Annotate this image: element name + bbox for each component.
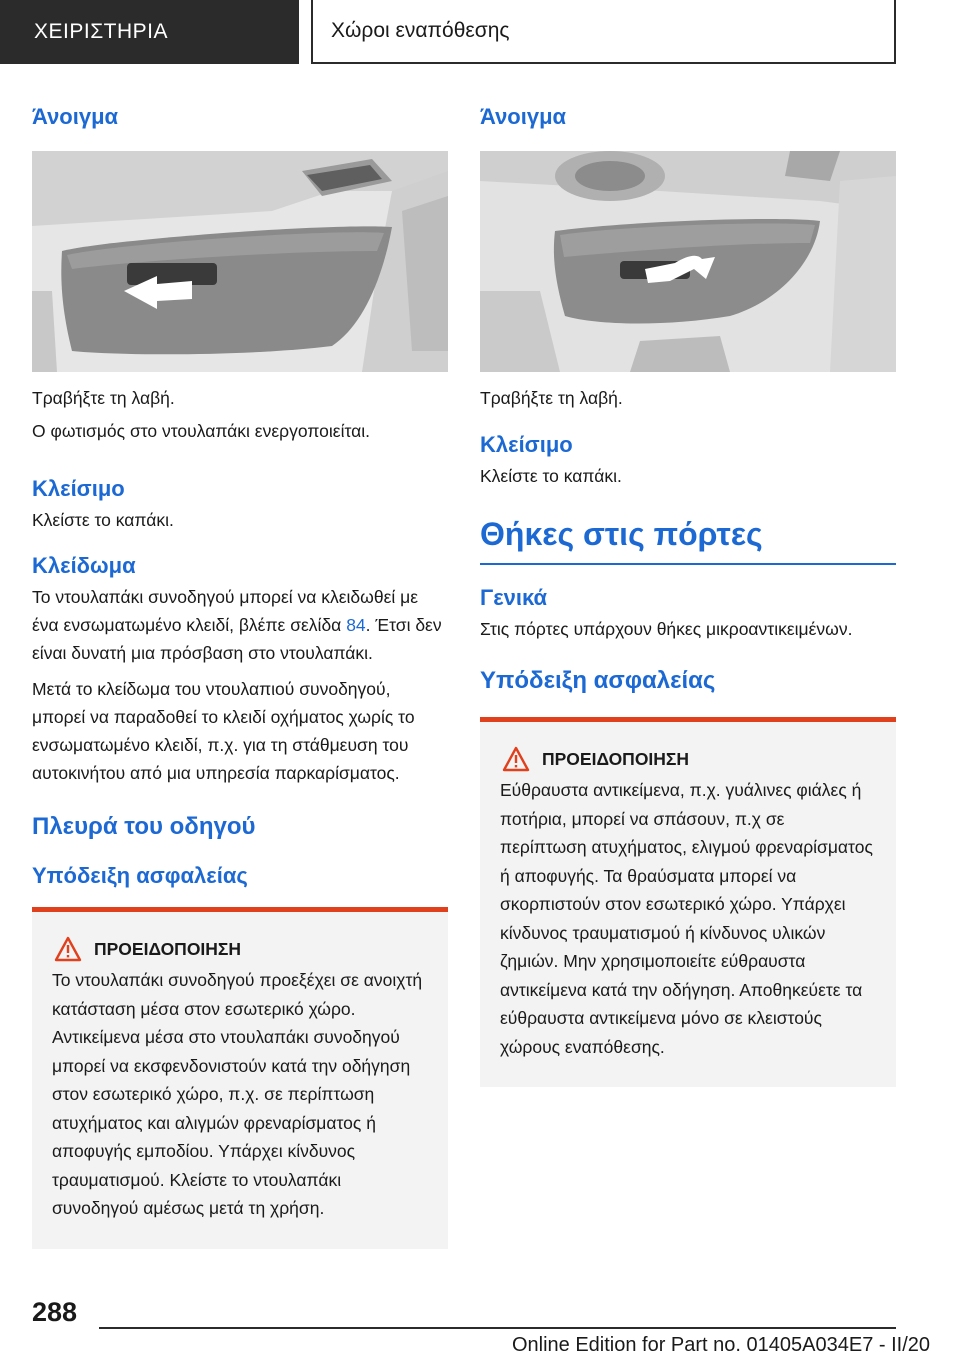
lock-text-b: . Έτσι δεν είναι δυνατή μια πρόσβαση στο ντουλαπάκι. bbox=[32, 615, 442, 663]
heading-door-pockets: Θήκες στις πόρτες bbox=[480, 516, 896, 565]
heading-open-left: Άνοιγμα bbox=[32, 104, 119, 129]
left-open-light: Ο φωτισμός στο ντουλαπάκι ενεργοποιείται. bbox=[32, 421, 370, 441]
warning-triangle-icon bbox=[502, 746, 530, 772]
heading-driver-side: Πλευρά του οδηγού bbox=[32, 813, 256, 840]
lock-paragraph-2: Μετά το κλείδωμα του ντουλαπιού συνοδηγού, μπορεί να παραδοθεί το κλειδί οχήματος χωρίς το ενσωματωμένο κλειδί, π.χ. για τη στάθμευση του αυτοκινήτου από μια υπηρεσία παρκαρίσματος. bbox=[32, 679, 415, 783]
page-link-84[interactable]: 84 bbox=[346, 615, 366, 635]
header-chapter: Χώροι εναπόθεσης bbox=[311, 0, 896, 64]
glovebox-photo-right bbox=[480, 151, 896, 372]
warning-box-left bbox=[32, 907, 448, 1249]
header-section: ΧΕΙΡΙΣΤΗΡΙΑ bbox=[0, 0, 299, 64]
left-column bbox=[32, 96, 448, 1249]
warning-triangle-icon bbox=[54, 936, 82, 962]
right-open-step: Τραβήξτε τη λαβή. bbox=[480, 388, 623, 408]
warning-box-right bbox=[480, 717, 896, 1087]
right-column bbox=[480, 96, 896, 1087]
warning-title-right bbox=[500, 746, 874, 772]
warning-label-left: ΠΡΟΕΙΔΟΠΟΙΗΣΗ bbox=[94, 938, 242, 959]
heading-safety-left: Υπόδειξη ασφαλείας bbox=[32, 863, 248, 888]
lock-text-a: Το ντουλαπάκι συνοδηγού μπορεί να κλειδωθεί με ένα ενσωματωμένο κλειδί, βλέπε σελίδα bbox=[32, 587, 419, 635]
glovebox-illustration-left bbox=[32, 151, 448, 372]
left-open-step: Τραβήξτε τη λαβή. bbox=[32, 388, 175, 408]
warning-text-right: Εύθραυστα αντικείμενα, π.χ. γυάλινες φιάλες ή ποτήρια, μπορεί να σπάσουν, π.χ σε περίπτωση ατυχήματος, ελιγμού φρεναρίσματος ή αποφυγής. Τα θραύσματα μπορεί να σκορπιστούν στον εσωτερικό χώρο. Υπάρχει κίνδυνος τραυματισμού ή κίνδυνος υλικών ζημιών. Μην χρησιμοποιείτε εύθραυστα αντικείμενα κατά την οδήγηση. Αποθηκεύετε τα εύθραυστα αντικείμενα μόνο σε κλειστούς χώρους εναπόθεσης. bbox=[500, 780, 873, 1057]
page-number: 288 bbox=[32, 1297, 78, 1327]
heading-lock: Κλείδωμα bbox=[32, 553, 136, 578]
glovebox-illustration-right bbox=[480, 151, 896, 372]
heading-close-right: Κλείσιμο bbox=[480, 432, 573, 457]
glovebox-photo-left bbox=[32, 151, 448, 372]
heading-open-right: Άνοιγμα bbox=[480, 104, 567, 129]
heading-general: Γενικά bbox=[480, 585, 548, 610]
left-close-text: Κλείστε το καπάκι. bbox=[32, 510, 174, 530]
warning-text-left: Το ντουλαπάκι συνοδηγού προεξέχει σε ανοιχτή κατάσταση μέσα στον εσωτερικό χώρο. Αντικείμενα μέσα στο ντουλαπάκι συνοδηγού μπορεί να εκσφενδονιστούν κατά την οδήγηση στον εσωτερικό χώρο, π.χ. σε περίπτωση ατυχήματος και αλιγμών φρεναρίσματος ή αποφυγής εμποδίου. Υπάρχει κίνδυνος τραυματισμού. Κλείστε το ντουλαπάκι συνοδηγού αμέσως μετά τη χρήση. bbox=[52, 970, 423, 1218]
right-close-text: Κλείστε το καπάκι. bbox=[480, 466, 622, 486]
general-text: Στις πόρτες υπάρχουν θήκες μικροαντικειμένων. bbox=[480, 619, 853, 639]
heading-safety-right: Υπόδειξη ασφαλείας bbox=[480, 667, 716, 694]
warning-label-right: ΠΡΟΕΙΔΟΠΟΙΗΣΗ bbox=[542, 748, 690, 769]
footer-divider bbox=[99, 1327, 896, 1329]
heading-close-left: Κλείσιμο bbox=[32, 476, 125, 501]
lock-paragraph-1 bbox=[32, 583, 448, 667]
warning-title-left bbox=[52, 936, 426, 962]
footer-edition: Online Edition for Part no. 01405A034E7 - II/20 bbox=[511, 1334, 930, 1356]
